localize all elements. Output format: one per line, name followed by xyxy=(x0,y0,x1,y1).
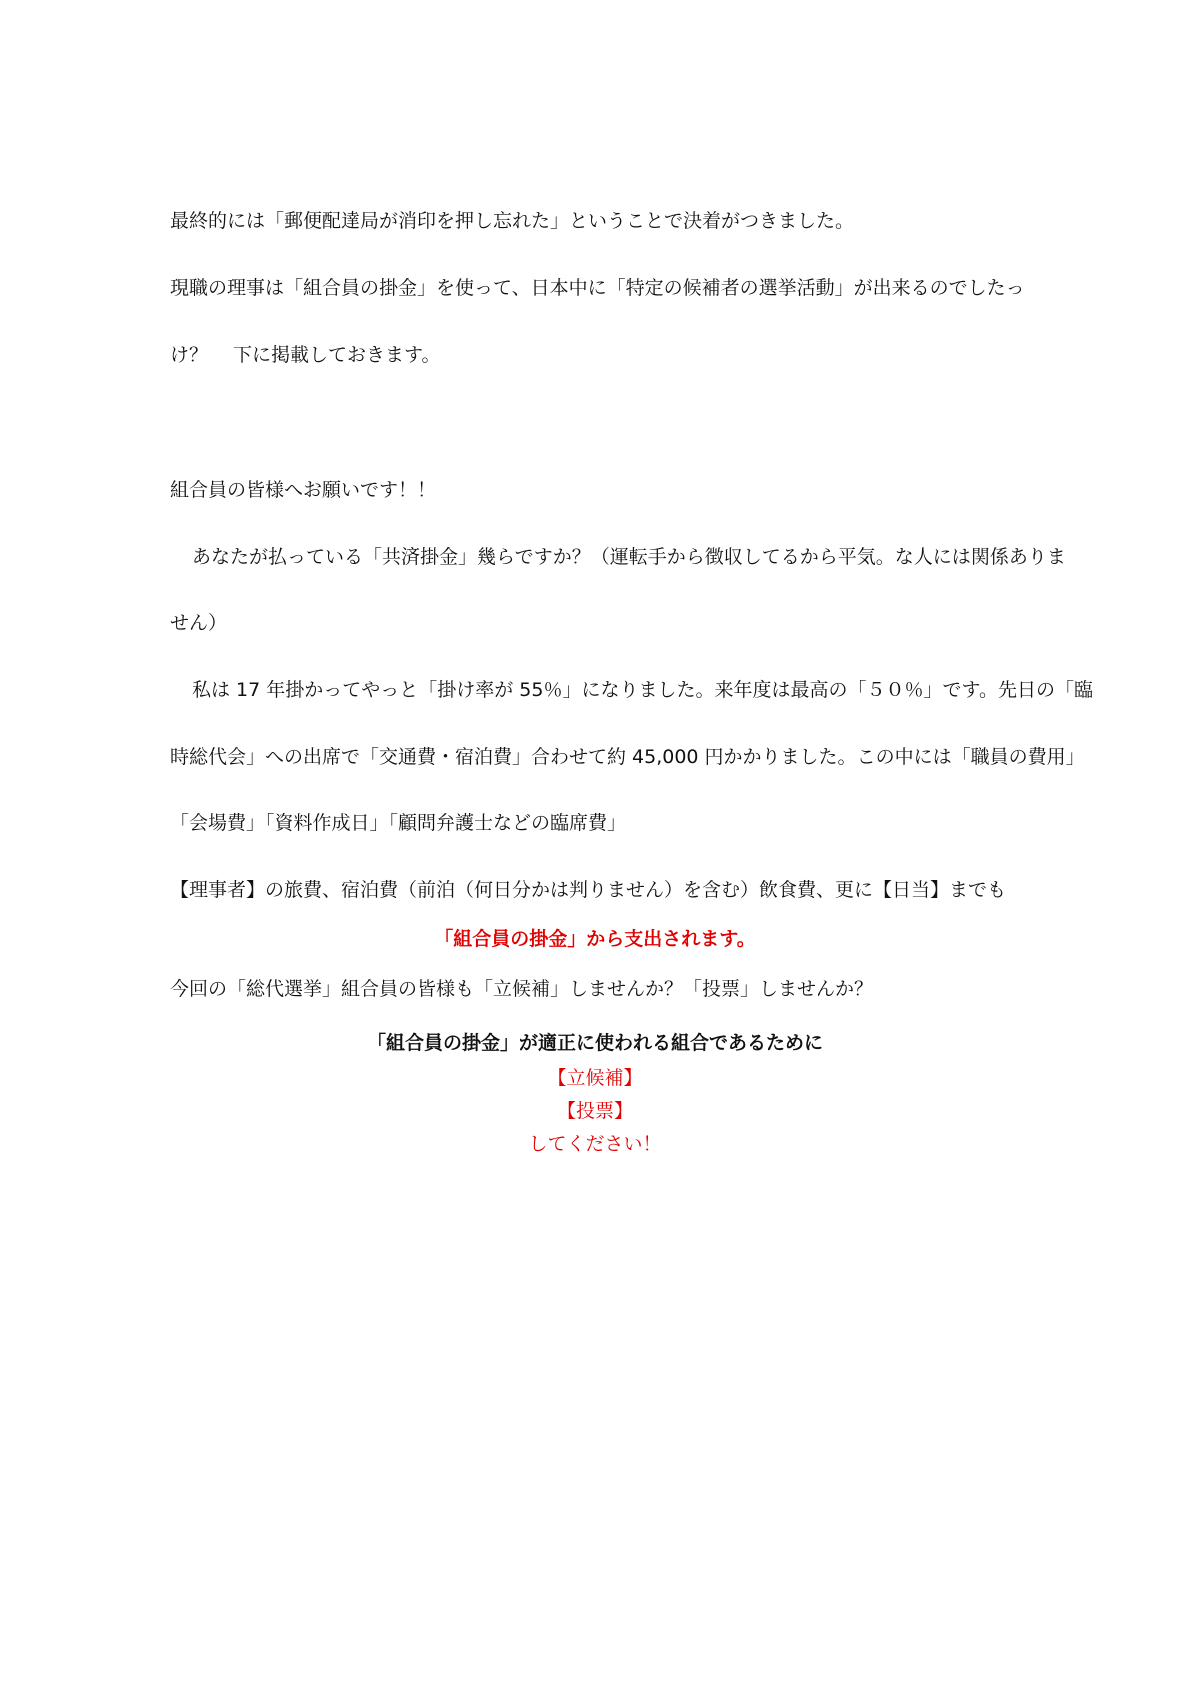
emphasis-red-statement: 「組合員の掛金」から支出されます。 xyxy=(434,928,756,950)
call-to-action-vote: 【投票】 xyxy=(556,1100,633,1122)
paragraph-line-4: あなたが払っている「共済掛金」幾らですか？（運転手から徴収してるから平気。な人には関係ありま xyxy=(192,546,1066,568)
paragraph-line-3: け？ 下に掲載しておきます。 xyxy=(170,344,441,366)
paragraph-line-1: 最終的には「郵便配達局が消印を押し忘れた」ということで決着がつきました。 xyxy=(170,210,855,232)
call-to-action-please: してください！ xyxy=(528,1133,662,1155)
paragraph-line-2: 現職の理事は「組合員の掛金」を使って、日本中に「特定の候補者の選挙活動」が出来るのでしたっ xyxy=(170,277,1025,299)
paragraph-line-8: 「会場費」「資料作成日」「顧問弁護士などの臨席費」 xyxy=(170,812,627,834)
paragraph-line-7: 時総代会」への出席で「交通費・宿泊費」合わせて約 45,000 円かかりました。この中には「職員の費用」 xyxy=(170,746,1085,768)
paragraph-line-5: せん） xyxy=(170,612,228,634)
closing-heading: 「組合員の掛金」が適正に使われる組合であるために xyxy=(366,1032,823,1054)
paragraph-line-10: 今回の「総代選挙」組合員の皆様も「立候補」しませんか？「投票」しませんか？ xyxy=(170,978,874,1000)
call-to-action-candidacy: 【立候補】 xyxy=(547,1067,643,1089)
paragraph-line-6: 私は 17 年掛かってやっと「掛け率が 55％」になりました。来年度は最高の「５０％」です。先日の「臨 xyxy=(192,679,1093,701)
section-heading: 組合員の皆様へお願いです！！ xyxy=(170,479,437,501)
paragraph-line-9: 【理事者】の旅費、宿泊費（前泊（何日分かは判りません）を含む）飲食費、更に【日当】までも xyxy=(170,879,1007,901)
